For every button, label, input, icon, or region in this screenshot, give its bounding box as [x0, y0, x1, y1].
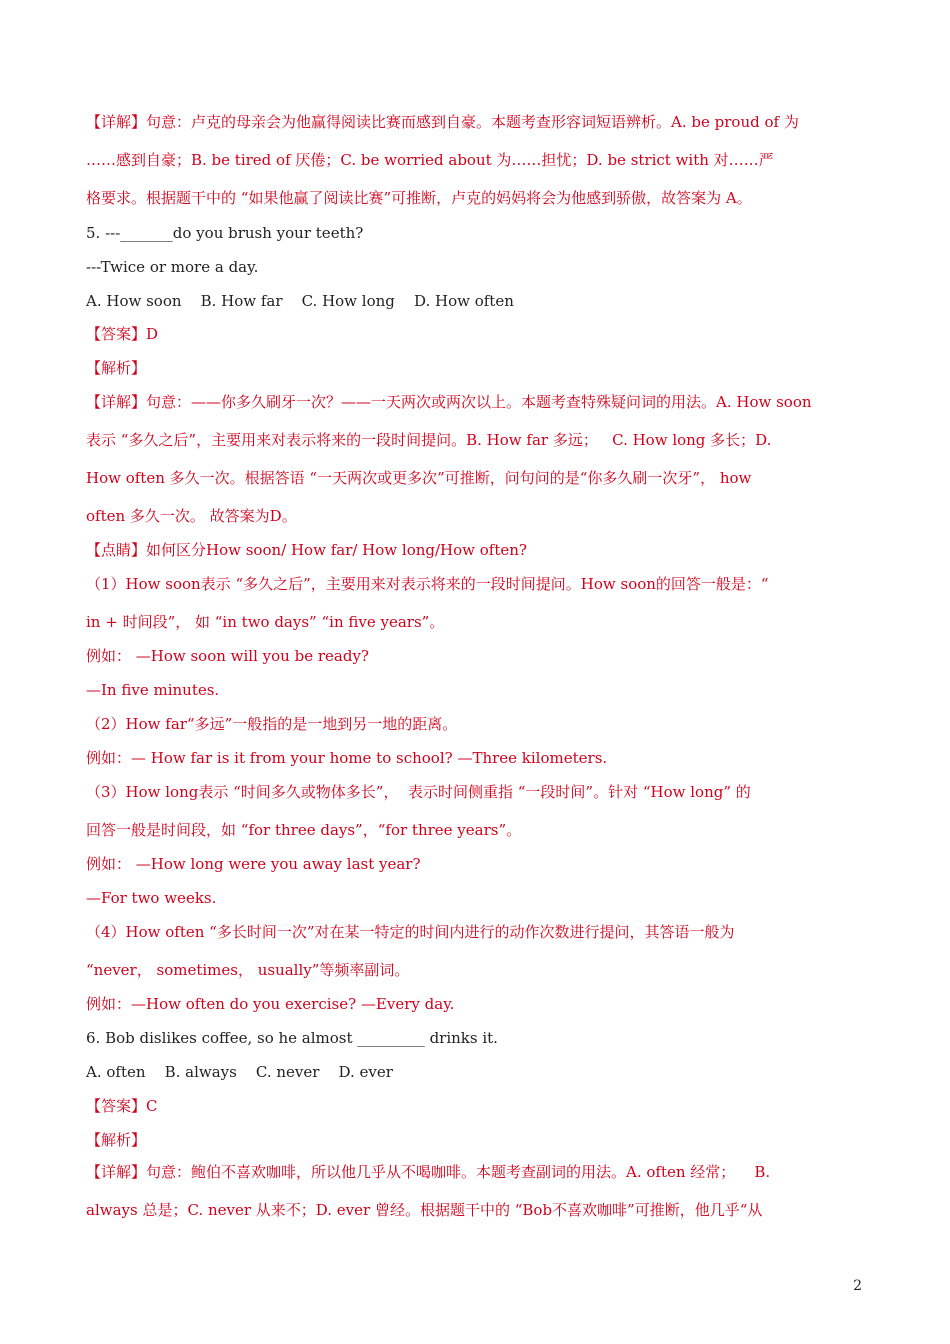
text-line [86, 888, 216, 908]
section-tag: 【解析】 [86, 359, 147, 377]
line-text: 例如：— How far is it from your home to school? —Three kilometers. [86, 749, 608, 767]
text-line [86, 150, 774, 170]
line-text: （1）How soon表示 “多久之后”，主要用来对表示将来的一段时间提问。How soon的回答一般是：“ [86, 575, 769, 593]
section-tag: 【详解】 [86, 393, 147, 411]
line-text: 如何区分How soon/ How far/ How long/How often? [146, 541, 527, 559]
section-tag: 【答案】 [86, 1097, 147, 1115]
section-tag: 【详解】 [86, 1163, 147, 1181]
line-text: How often 多久一次。根据答语 “一天两次或更多次”可推断，问句问的是“你多久刷一次牙”， how [86, 469, 752, 487]
line-text: 句意：卢克的母亲会为他赢得阅读比赛而感到自豪。本题考查形容词短语辨析。A. be proud of 为 [146, 113, 799, 131]
text-line [86, 324, 158, 344]
text-line [86, 358, 146, 378]
section-tag: 【详解】 [86, 113, 147, 131]
section-tag: 【解析】 [86, 1131, 147, 1149]
section-tag: 【答案】 [86, 325, 147, 343]
text-line [86, 1162, 770, 1182]
text-line [86, 468, 751, 488]
text-line [86, 430, 771, 450]
line-text: —For two weeks. [86, 889, 217, 907]
text-line [86, 1130, 146, 1150]
line-text: 句意：鲍伯不喜欢咖啡，所以他几乎从不喝咖啡。本题考查副词的用法。A. often 经常； B. [146, 1163, 771, 1181]
line-text: A. often B. always C. never D. ever [86, 1063, 393, 1081]
text-line [86, 748, 607, 768]
line-text: D [146, 325, 159, 343]
text-line [86, 680, 219, 700]
text-line [86, 188, 752, 208]
text-line [86, 392, 812, 412]
line-text: “never， sometimes， usually”等频率副词。 [86, 961, 410, 979]
line-text: （4）How often “多长时间一次”对在某一特定的时间内进行的动作次数进行提问，其答语一般为 [86, 923, 735, 941]
line-text: 例如： —How long were you away last year? [86, 855, 421, 873]
text-line [86, 1200, 762, 1220]
text-line [86, 960, 409, 980]
text-line [86, 994, 454, 1014]
text-line [86, 820, 521, 840]
line-text: —In five minutes. [86, 681, 220, 699]
section-tag: 【点睛】 [86, 541, 147, 559]
text-line [86, 506, 297, 526]
line-text: 例如：—How often do you exercise? —Every day. [86, 995, 455, 1013]
line-text: 5. ---_______do you brush your teeth? [86, 224, 364, 242]
text-line [86, 112, 799, 132]
page-number: 2 [853, 1278, 862, 1294]
line-text: always 总是；C. never 从来不；D. ever 曾经。根据题干中的 “Bob不喜欢咖啡”可推断，他几乎“从 [86, 1201, 763, 1219]
text-line [86, 1028, 498, 1048]
text-line [86, 540, 527, 560]
line-text: in + 时间段”， 如 “in two days” “in five years”。 [86, 613, 445, 631]
text-line [86, 257, 258, 277]
line-text: （3）How long表示 “时间多久或物体多长”， 表示时间侧重指 “一段时间”。针对 “How long” 的 [86, 783, 751, 801]
line-text: A. How soon B. How far C. How long D. How often [86, 292, 514, 310]
line-text: 回答一般是时间段，如 “for three days”，“for three years”。 [86, 821, 522, 839]
text-line [86, 291, 514, 311]
line-text: ……感到自豪；B. be tired of 厌倦；C. be worried about 为……担忧；D. be strict with 对……严 [86, 151, 774, 169]
text-line [86, 854, 421, 874]
line-text: 6. Bob dislikes coffee, so he almost _________ drinks it. [86, 1029, 498, 1047]
line-text: often 多久一次。 故答案为D。 [86, 507, 297, 525]
text-line [86, 612, 444, 632]
text-line [86, 223, 363, 243]
text-line [86, 1062, 393, 1082]
text-line [86, 1096, 158, 1116]
text-line [86, 922, 735, 942]
text-line [86, 714, 457, 734]
line-text: ---Twice or more a day. [86, 258, 259, 276]
line-text: 句意：——你多久刷牙一次？——一天两次或两次以上。本题考查特殊疑问词的用法。A. How soon [146, 393, 812, 411]
text-line [86, 574, 769, 594]
text-line [86, 646, 369, 666]
line-text: 例如： —How soon will you be ready? [86, 647, 369, 665]
line-text: C [146, 1097, 158, 1115]
line-text: 格要求。根据题干中的 “如果他赢了阅读比赛”可推断，卢克的妈妈将会为他感到骄傲，故答案为 A。 [86, 189, 752, 207]
line-text: （2）How far“多远”一般指的是一地到另一地的距离。 [86, 715, 458, 733]
text-line [86, 782, 751, 802]
line-text: 表示 “多久之后”，主要用来对表示将来的一段时间提问。B. How far 多远； C. How long 多长；D. [86, 431, 772, 449]
